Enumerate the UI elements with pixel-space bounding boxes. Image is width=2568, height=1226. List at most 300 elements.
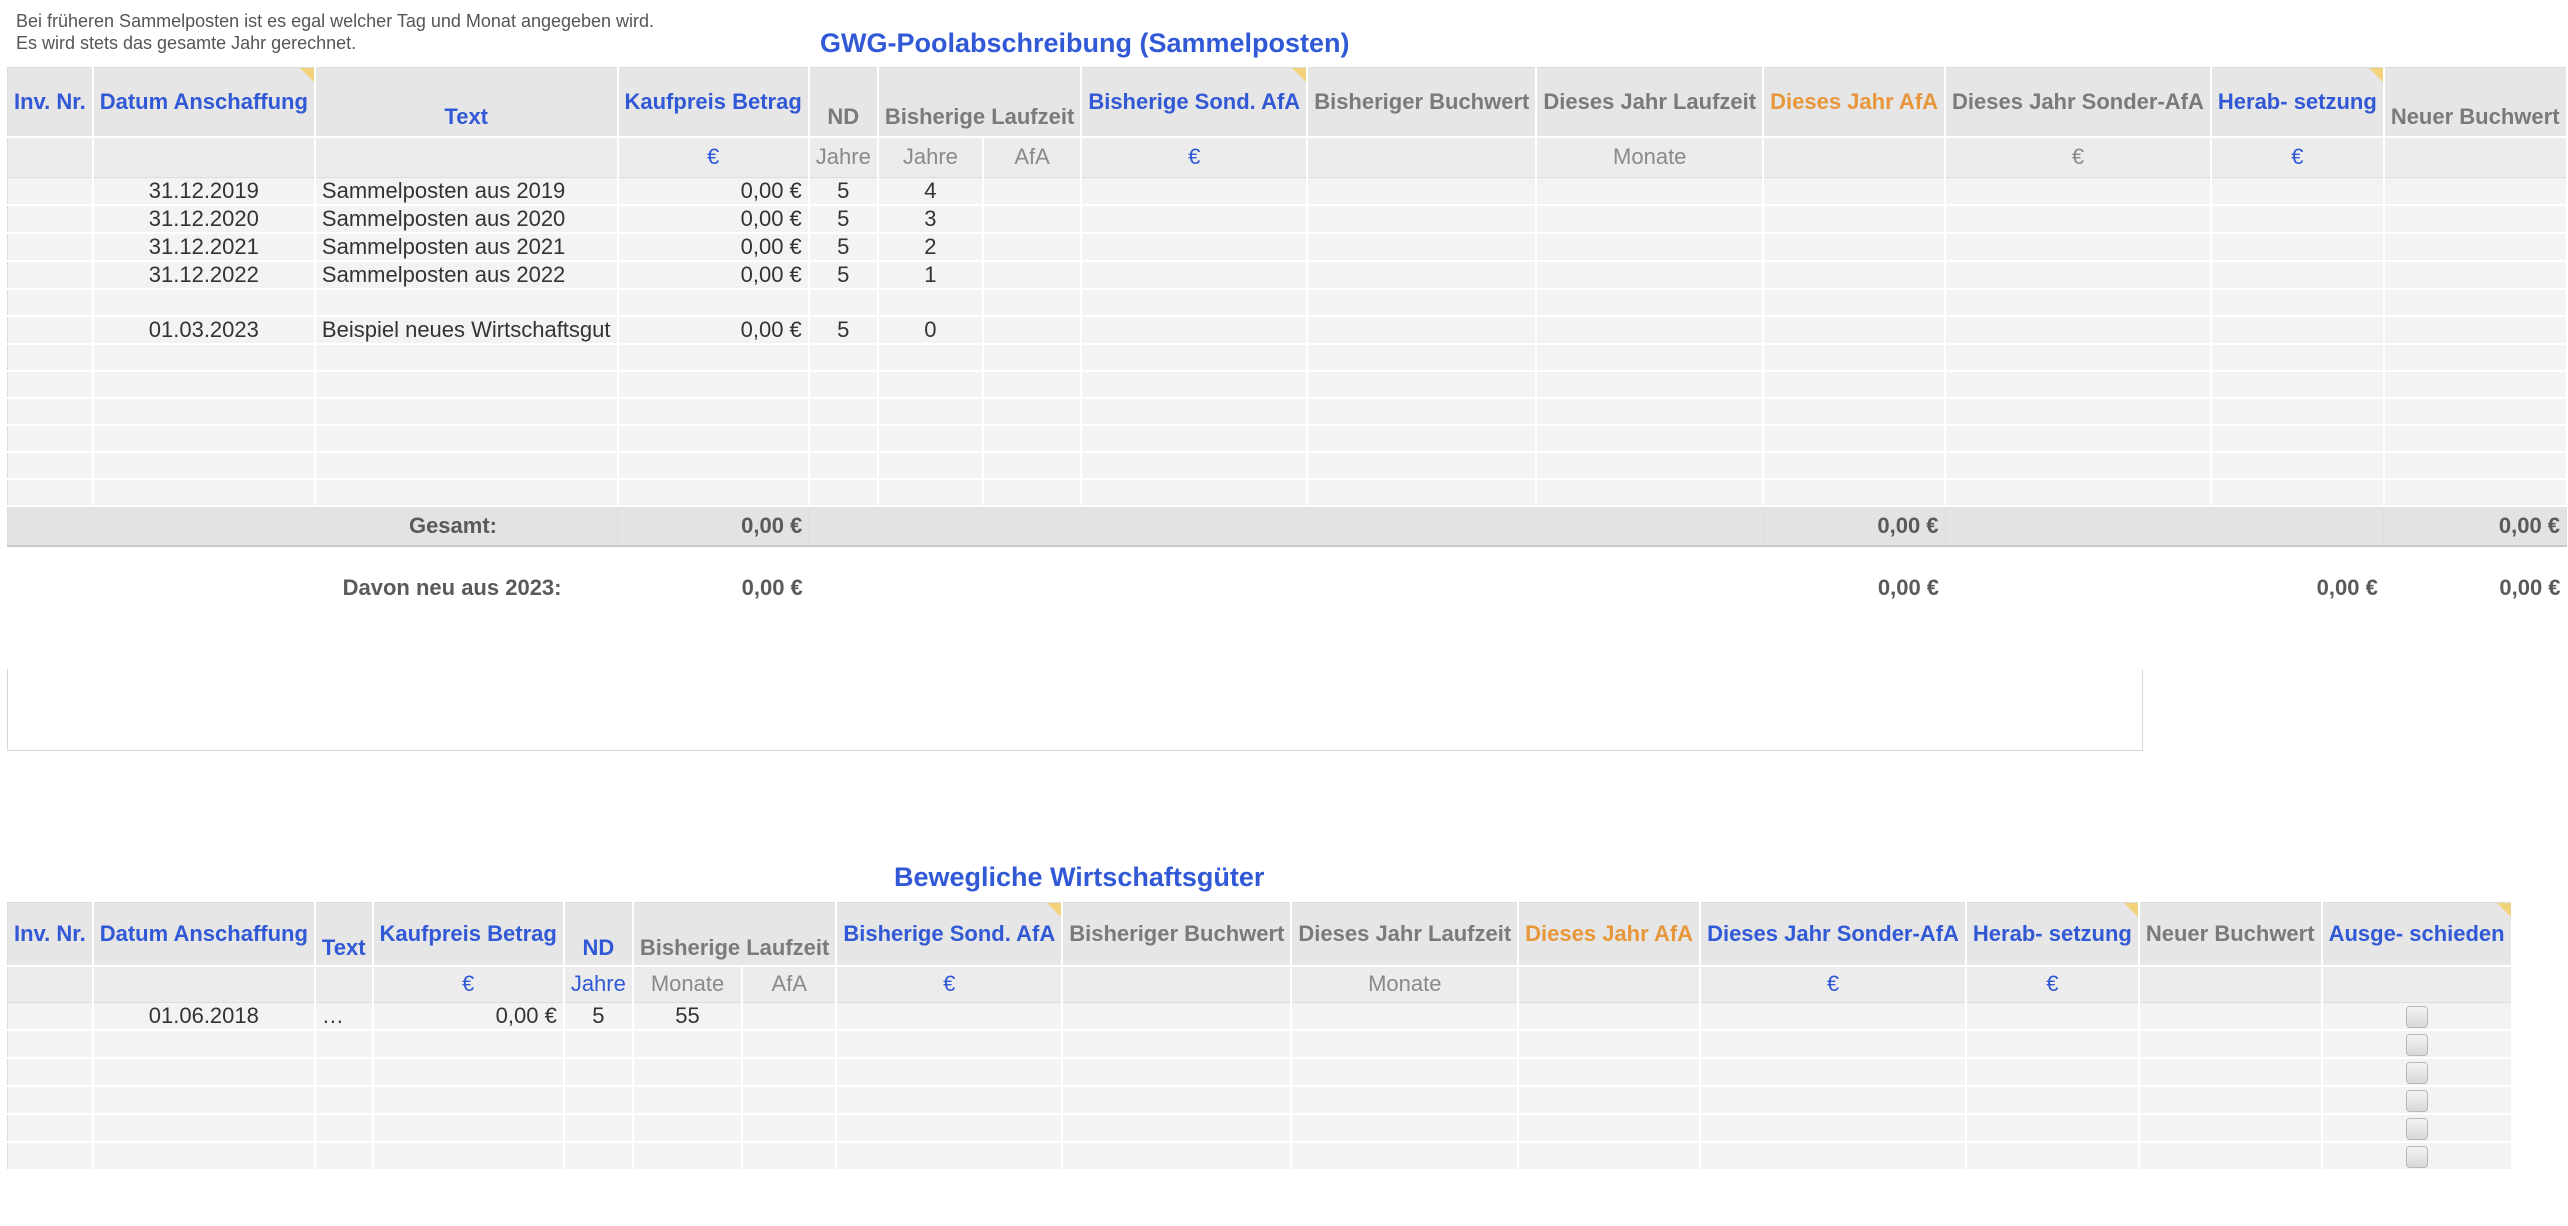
cell-nd[interactable] bbox=[564, 1114, 633, 1142]
cell-betrag[interactable] bbox=[618, 371, 809, 398]
header-neuer-buchwert: Neuer Buchwert bbox=[2384, 68, 2567, 137]
cell-laufzeit[interactable] bbox=[633, 1086, 742, 1114]
cell-empty[interactable] bbox=[2211, 344, 2384, 371]
cell-datum[interactable] bbox=[93, 398, 315, 425]
cell-empty[interactable] bbox=[2384, 479, 2567, 506]
cell-empty[interactable] bbox=[1763, 289, 1945, 316]
davon-label: Davon neu aus 2023: bbox=[8, 546, 618, 628]
cell-empty[interactable] bbox=[2384, 233, 2567, 261]
cell-empty[interactable] bbox=[1945, 425, 2211, 452]
cell-empty[interactable] bbox=[1291, 1086, 1518, 1114]
cell-nd[interactable] bbox=[809, 289, 878, 316]
bewegliche-table bbox=[7, 902, 2513, 1171]
cell-datum[interactable]: 31.12.2022 bbox=[93, 261, 315, 289]
cell-empty[interactable] bbox=[2211, 479, 2384, 506]
cell-text[interactable] bbox=[315, 479, 618, 506]
cell-empty[interactable] bbox=[1536, 344, 1763, 371]
cell-empty[interactable] bbox=[1763, 479, 1945, 506]
cell-text[interactable] bbox=[315, 371, 618, 398]
cell-laufzeit[interactable] bbox=[633, 1142, 742, 1170]
cell-empty[interactable] bbox=[1518, 1058, 1700, 1086]
cell-nd[interactable] bbox=[809, 479, 878, 506]
cell-empty[interactable] bbox=[983, 178, 1081, 206]
cell-text[interactable]: Sammelposten aus 2019 bbox=[315, 178, 618, 206]
header-bisherige-laufzeit: Bisherige Laufzeit bbox=[878, 68, 1081, 137]
cell-empty[interactable] bbox=[2384, 452, 2567, 479]
cell-laufzeit[interactable] bbox=[878, 425, 983, 452]
cell-laufzeit[interactable]: 0 bbox=[878, 316, 983, 344]
cell-empty[interactable] bbox=[983, 316, 1081, 344]
cell-datum[interactable]: 31.12.2021 bbox=[93, 233, 315, 261]
cell-empty[interactable] bbox=[1763, 205, 1945, 233]
cell-empty[interactable] bbox=[1700, 1114, 1966, 1142]
cell-empty[interactable] bbox=[2384, 371, 2567, 398]
cell-nd[interactable] bbox=[809, 344, 878, 371]
cell-empty[interactable] bbox=[1536, 205, 1763, 233]
cell-empty[interactable] bbox=[2384, 425, 2567, 452]
cell-empty[interactable] bbox=[1966, 1086, 2139, 1114]
cell-empty[interactable] bbox=[2211, 371, 2384, 398]
cell-empty[interactable] bbox=[1062, 1114, 1291, 1142]
cell-empty[interactable] bbox=[742, 1030, 836, 1058]
cell-empty[interactable] bbox=[1536, 398, 1763, 425]
cell-inv-nr[interactable] bbox=[8, 316, 93, 344]
cell-empty[interactable] bbox=[2211, 398, 2384, 425]
cell-empty[interactable] bbox=[2211, 316, 2384, 344]
cell-inv-nr[interactable] bbox=[8, 233, 93, 261]
cell-laufzeit[interactable]: 4 bbox=[878, 178, 983, 206]
cell-nd[interactable] bbox=[809, 371, 878, 398]
cell-inv-nr[interactable] bbox=[8, 178, 93, 206]
cell-betrag[interactable] bbox=[618, 289, 809, 316]
cell-empty[interactable] bbox=[1763, 178, 1945, 206]
cell-empty[interactable] bbox=[2139, 1086, 2322, 1114]
cell-empty[interactable] bbox=[983, 205, 1081, 233]
cell-nd[interactable]: 5 bbox=[809, 316, 878, 344]
cell-empty[interactable] bbox=[1307, 398, 1536, 425]
cell-nd[interactable] bbox=[564, 1030, 633, 1058]
cell-datum[interactable]: 01.06.2018 bbox=[93, 1003, 315, 1031]
header-bisheriger-buchwert: Bisheriger Buchwert bbox=[1307, 68, 1536, 137]
cell-datum[interactable] bbox=[93, 1030, 315, 1058]
cell-inv-nr[interactable] bbox=[8, 1142, 93, 1170]
cell-empty[interactable] bbox=[1081, 344, 1307, 371]
cell-empty[interactable] bbox=[1081, 178, 1307, 206]
cell-empty[interactable] bbox=[983, 261, 1081, 289]
cell-empty[interactable] bbox=[1966, 1142, 2139, 1170]
cell-laufzeit[interactable]: 2 bbox=[878, 233, 983, 261]
cell-laufzeit[interactable] bbox=[878, 289, 983, 316]
cell-empty[interactable] bbox=[2139, 1058, 2322, 1086]
cell-betrag[interactable] bbox=[373, 1114, 564, 1142]
cell-ausgeschieden[interactable] bbox=[2322, 1086, 2512, 1114]
ausgeschieden-checkbox[interactable] bbox=[2406, 1062, 2428, 1084]
cell-empty[interactable] bbox=[836, 1086, 1062, 1114]
cell-datum[interactable]: 31.12.2019 bbox=[93, 178, 315, 206]
cell-empty[interactable] bbox=[983, 452, 1081, 479]
cell-empty[interactable] bbox=[1536, 452, 1763, 479]
info-note-line-1: Bei früheren Sammelposten ist es egal welcher Tag und Monat angegeben wird. bbox=[16, 11, 655, 31]
cell-empty[interactable] bbox=[1536, 261, 1763, 289]
cell-datum[interactable] bbox=[93, 479, 315, 506]
cell-nd[interactable] bbox=[564, 1086, 633, 1114]
header-datum: Datum Anschaffung bbox=[93, 903, 315, 966]
ausgeschieden-checkbox[interactable] bbox=[2406, 1090, 2428, 1112]
cell-empty[interactable] bbox=[1945, 178, 2211, 206]
cell-datum[interactable] bbox=[93, 1086, 315, 1114]
cell-betrag[interactable]: 0,00 € bbox=[373, 1003, 564, 1031]
cell-laufzeit[interactable] bbox=[633, 1030, 742, 1058]
cell-empty[interactable] bbox=[1700, 1030, 1966, 1058]
cell-ausgeschieden[interactable] bbox=[2322, 1058, 2512, 1086]
cell-empty[interactable] bbox=[1763, 261, 1945, 289]
cell-empty[interactable] bbox=[1081, 316, 1307, 344]
cell-empty[interactable] bbox=[1945, 316, 2211, 344]
cell-ausgeschieden[interactable] bbox=[2322, 1142, 2512, 1170]
cell-betrag[interactable]: 0,00 € bbox=[618, 316, 809, 344]
cell-nd[interactable] bbox=[809, 452, 878, 479]
cell-empty[interactable] bbox=[1291, 1030, 1518, 1058]
cell-ausgeschieden[interactable] bbox=[2322, 1003, 2512, 1031]
davon-afa: 0,00 € bbox=[1763, 546, 1945, 628]
cell-datum[interactable] bbox=[93, 1058, 315, 1086]
cell-inv-nr[interactable] bbox=[8, 205, 93, 233]
cell-inv-nr[interactable] bbox=[8, 425, 93, 452]
cell-nd[interactable] bbox=[564, 1058, 633, 1086]
cell-inv-nr[interactable] bbox=[8, 261, 93, 289]
cell-betrag[interactable] bbox=[373, 1058, 564, 1086]
header-text: Text bbox=[315, 68, 618, 137]
cell-empty[interactable] bbox=[1518, 1030, 1700, 1058]
cell-nd[interactable]: 5 bbox=[809, 205, 878, 233]
cell-empty[interactable] bbox=[1307, 205, 1536, 233]
cell-empty[interactable] bbox=[983, 425, 1081, 452]
cell-inv-nr[interactable] bbox=[8, 1030, 93, 1058]
cell-text[interactable]: Sammelposten aus 2022 bbox=[315, 261, 618, 289]
cell-betrag[interactable] bbox=[618, 398, 809, 425]
cell-datum[interactable] bbox=[93, 289, 315, 316]
cell-nd[interactable] bbox=[564, 1142, 633, 1170]
cell-betrag[interactable] bbox=[618, 479, 809, 506]
cell-ausgeschieden[interactable] bbox=[2322, 1114, 2512, 1142]
cell-empty[interactable] bbox=[1081, 479, 1307, 506]
cell-empty[interactable] bbox=[983, 344, 1081, 371]
cell-empty[interactable] bbox=[983, 398, 1081, 425]
cell-laufzeit[interactable]: 3 bbox=[878, 205, 983, 233]
header-bisherige-sond-afa: Bisherige Sond. AfA bbox=[836, 903, 1062, 966]
cell-laufzeit[interactable] bbox=[878, 452, 983, 479]
cell-empty[interactable] bbox=[1945, 479, 2211, 506]
table-row bbox=[8, 1114, 2512, 1142]
cell-empty[interactable] bbox=[1536, 425, 1763, 452]
cell-empty[interactable] bbox=[1945, 452, 2211, 479]
cell-empty[interactable] bbox=[1700, 1142, 1966, 1170]
cell-empty[interactable] bbox=[1536, 316, 1763, 344]
cell-inv-nr[interactable] bbox=[8, 344, 93, 371]
cell-empty[interactable] bbox=[983, 371, 1081, 398]
cell-nd[interactable] bbox=[809, 398, 878, 425]
unit-jahr-sonder: € bbox=[1945, 137, 2211, 178]
cell-empty[interactable] bbox=[1062, 1030, 1291, 1058]
ausgeschieden-checkbox[interactable] bbox=[2406, 1006, 2428, 1028]
cell-empty[interactable] bbox=[1081, 371, 1307, 398]
cell-laufzeit[interactable] bbox=[878, 371, 983, 398]
cell-empty[interactable] bbox=[1307, 452, 1536, 479]
cell-empty[interactable] bbox=[1700, 1058, 1966, 1086]
cell-empty[interactable] bbox=[2211, 261, 2384, 289]
cell-empty[interactable] bbox=[2211, 233, 2384, 261]
cell-nd[interactable]: 5 bbox=[809, 233, 878, 261]
cell-empty[interactable] bbox=[2384, 289, 2567, 316]
cell-nd[interactable]: 5 bbox=[564, 1003, 633, 1031]
cell-empty[interactable] bbox=[742, 1003, 836, 1031]
table-row bbox=[8, 1142, 2512, 1170]
cell-empty[interactable] bbox=[2384, 344, 2567, 371]
cell-text[interactable]: Sammelposten aus 2021 bbox=[315, 233, 618, 261]
unit-laufzeit-monate: Monate bbox=[633, 966, 742, 1003]
bewegliche-header-row bbox=[8, 903, 2512, 966]
cell-inv-nr[interactable] bbox=[8, 289, 93, 316]
table-row bbox=[8, 425, 2567, 452]
header-nd: ND bbox=[564, 903, 633, 966]
table-row bbox=[8, 398, 2567, 425]
cell-empty[interactable] bbox=[1763, 233, 1945, 261]
cell-empty[interactable] bbox=[1062, 1003, 1291, 1031]
bewegliche-units-row bbox=[8, 966, 2512, 1003]
cell-empty[interactable] bbox=[1700, 1086, 1966, 1114]
cell-text[interactable] bbox=[315, 1142, 373, 1170]
cell-empty[interactable] bbox=[983, 479, 1081, 506]
cell-empty[interactable] bbox=[1081, 289, 1307, 316]
cell-empty[interactable] bbox=[1536, 178, 1763, 206]
cell-empty[interactable] bbox=[1966, 1114, 2139, 1142]
cell-datum[interactable]: 31.12.2020 bbox=[93, 205, 315, 233]
cell-empty[interactable] bbox=[2211, 205, 2384, 233]
cell-empty[interactable] bbox=[1763, 425, 1945, 452]
cell-empty[interactable] bbox=[1945, 233, 2211, 261]
cell-empty[interactable] bbox=[2211, 425, 2384, 452]
cell-empty[interactable] bbox=[2384, 398, 2567, 425]
cell-empty[interactable] bbox=[1763, 316, 1945, 344]
cell-laufzeit[interactable]: 55 bbox=[633, 1003, 742, 1031]
cell-empty[interactable] bbox=[1081, 261, 1307, 289]
cell-empty[interactable] bbox=[1966, 1058, 2139, 1086]
cell-empty[interactable] bbox=[1518, 1142, 1700, 1170]
header-nd: ND bbox=[809, 68, 878, 137]
cell-text[interactable]: Sammelposten aus 2020 bbox=[315, 205, 618, 233]
gesamt-neuer-buchwert: 0,00 € bbox=[2384, 506, 2567, 546]
cell-empty[interactable] bbox=[983, 233, 1081, 261]
cell-empty[interactable] bbox=[1307, 289, 1536, 316]
cell-empty[interactable] bbox=[1291, 1142, 1518, 1170]
cell-empty[interactable] bbox=[2384, 261, 2567, 289]
cell-nd[interactable] bbox=[809, 425, 878, 452]
cell-empty[interactable] bbox=[1763, 398, 1945, 425]
cell-empty[interactable] bbox=[1081, 452, 1307, 479]
gesamt-label: Gesamt: bbox=[8, 506, 618, 546]
cell-empty[interactable] bbox=[1081, 233, 1307, 261]
cell-empty[interactable] bbox=[2211, 178, 2384, 206]
cell-datum[interactable] bbox=[93, 1114, 315, 1142]
header-inv-nr: Inv. Nr. bbox=[8, 68, 93, 137]
cell-empty[interactable] bbox=[2384, 205, 2567, 233]
cell-betrag[interactable]: 0,00 € bbox=[618, 205, 809, 233]
cell-empty[interactable] bbox=[1062, 1142, 1291, 1170]
ausgeschieden-checkbox[interactable] bbox=[2406, 1118, 2428, 1140]
cell-inv-nr[interactable] bbox=[8, 1114, 93, 1142]
cell-empty[interactable] bbox=[1945, 289, 2211, 316]
cell-empty[interactable] bbox=[1945, 398, 2211, 425]
cell-empty[interactable] bbox=[1291, 1114, 1518, 1142]
cell-empty[interactable] bbox=[1763, 371, 1945, 398]
cell-nd[interactable]: 5 bbox=[809, 261, 878, 289]
cell-empty[interactable] bbox=[742, 1058, 836, 1086]
cell-datum[interactable] bbox=[93, 452, 315, 479]
cell-empty[interactable] bbox=[1945, 261, 2211, 289]
unit-laufzeit-jahre: Jahre bbox=[878, 137, 983, 178]
header-bisherige-laufzeit: Bisherige Laufzeit bbox=[633, 903, 836, 966]
cell-betrag[interactable] bbox=[618, 425, 809, 452]
cell-betrag[interactable] bbox=[373, 1086, 564, 1114]
cell-inv-nr[interactable] bbox=[8, 479, 93, 506]
cell-empty[interactable] bbox=[1307, 344, 1536, 371]
cell-inv-nr[interactable] bbox=[8, 398, 93, 425]
ausgeschieden-checkbox[interactable] bbox=[2406, 1034, 2428, 1056]
cell-empty[interactable] bbox=[2384, 178, 2567, 206]
cell-datum[interactable] bbox=[93, 425, 315, 452]
cell-text[interactable] bbox=[315, 425, 618, 452]
cell-text[interactable] bbox=[315, 1058, 373, 1086]
cell-empty[interactable] bbox=[1307, 425, 1536, 452]
cell-empty[interactable] bbox=[2211, 289, 2384, 316]
cell-text[interactable] bbox=[315, 289, 618, 316]
table-row bbox=[8, 316, 2567, 344]
cell-betrag[interactable]: 0,00 € bbox=[618, 233, 809, 261]
cell-empty[interactable] bbox=[1536, 479, 1763, 506]
cell-empty[interactable] bbox=[1536, 233, 1763, 261]
cell-betrag[interactable] bbox=[618, 452, 809, 479]
cell-empty[interactable] bbox=[2211, 452, 2384, 479]
cell-text[interactable]: … bbox=[315, 1003, 373, 1031]
unit-laufzeit-afa: AfA bbox=[983, 137, 1081, 178]
cell-empty[interactable] bbox=[1536, 371, 1763, 398]
cell-empty[interactable] bbox=[2139, 1030, 2322, 1058]
ausgeschieden-checkbox[interactable] bbox=[2406, 1146, 2428, 1168]
cell-betrag[interactable] bbox=[618, 344, 809, 371]
cell-empty[interactable] bbox=[1291, 1058, 1518, 1086]
cell-laufzeit[interactable]: 1 bbox=[878, 261, 983, 289]
cell-inv-nr[interactable] bbox=[8, 452, 93, 479]
cell-laufzeit[interactable] bbox=[633, 1114, 742, 1142]
cell-empty[interactable] bbox=[2139, 1003, 2322, 1031]
davon-herabsetzung: 0,00 € bbox=[2211, 546, 2384, 628]
table-row bbox=[8, 205, 2567, 233]
cell-empty[interactable] bbox=[836, 1030, 1062, 1058]
cell-empty[interactable] bbox=[1518, 1086, 1700, 1114]
cell-empty[interactable] bbox=[2384, 316, 2567, 344]
cell-empty[interactable] bbox=[1307, 261, 1536, 289]
cell-laufzeit[interactable] bbox=[878, 398, 983, 425]
cell-inv-nr[interactable] bbox=[8, 1058, 93, 1086]
cell-nd[interactable]: 5 bbox=[809, 178, 878, 206]
table-row bbox=[8, 452, 2567, 479]
cell-empty[interactable] bbox=[742, 1086, 836, 1114]
cell-empty[interactable] bbox=[1966, 1030, 2139, 1058]
cell-empty[interactable] bbox=[1307, 233, 1536, 261]
header-dieses-jahr-afa: Dieses Jahr AfA bbox=[1763, 68, 1945, 137]
cell-empty[interactable] bbox=[742, 1114, 836, 1142]
cell-empty[interactable] bbox=[836, 1114, 1062, 1142]
cell-empty[interactable] bbox=[1945, 344, 2211, 371]
cell-empty[interactable] bbox=[836, 1003, 1062, 1031]
cell-text[interactable] bbox=[315, 344, 618, 371]
cell-empty[interactable] bbox=[742, 1142, 836, 1170]
cell-empty[interactable] bbox=[1081, 205, 1307, 233]
cell-text[interactable] bbox=[315, 398, 618, 425]
cell-empty[interactable] bbox=[1081, 425, 1307, 452]
cell-empty[interactable] bbox=[1763, 344, 1945, 371]
cell-betrag[interactable] bbox=[373, 1142, 564, 1170]
cell-empty[interactable] bbox=[1763, 452, 1945, 479]
cell-betrag[interactable]: 0,00 € bbox=[618, 178, 809, 206]
cell-text[interactable] bbox=[315, 1030, 373, 1058]
cell-empty[interactable] bbox=[1307, 178, 1536, 206]
cell-empty[interactable] bbox=[1291, 1003, 1518, 1031]
cell-text[interactable] bbox=[315, 1086, 373, 1114]
header-bisherige-sond-afa: Bisherige Sond. AfA bbox=[1081, 68, 1307, 137]
cell-empty[interactable] bbox=[1536, 289, 1763, 316]
cell-ausgeschieden[interactable] bbox=[2322, 1030, 2512, 1058]
cell-empty[interactable] bbox=[1307, 371, 1536, 398]
cell-datum[interactable] bbox=[93, 371, 315, 398]
cell-empty[interactable] bbox=[1945, 205, 2211, 233]
cell-laufzeit[interactable] bbox=[878, 344, 983, 371]
cell-empty[interactable] bbox=[983, 289, 1081, 316]
cell-empty[interactable] bbox=[1062, 1058, 1291, 1086]
cell-empty[interactable] bbox=[1307, 479, 1536, 506]
cell-empty[interactable] bbox=[1081, 398, 1307, 425]
cell-inv-nr[interactable] bbox=[8, 1086, 93, 1114]
cell-empty[interactable] bbox=[1945, 371, 2211, 398]
cell-datum[interactable] bbox=[93, 1142, 315, 1170]
cell-empty[interactable] bbox=[1700, 1003, 1966, 1031]
header-dieses-jahr-laufzeit: Dieses Jahr Laufzeit bbox=[1291, 903, 1518, 966]
cell-datum[interactable]: 01.03.2023 bbox=[93, 316, 315, 344]
cell-empty[interactable] bbox=[836, 1142, 1062, 1170]
cell-inv-nr[interactable] bbox=[8, 1003, 93, 1031]
cell-inv-nr[interactable] bbox=[8, 371, 93, 398]
cell-betrag[interactable]: 0,00 € bbox=[618, 261, 809, 289]
cell-empty[interactable] bbox=[1518, 1114, 1700, 1142]
table-row bbox=[8, 261, 2567, 289]
cell-empty[interactable] bbox=[1966, 1003, 2139, 1031]
cell-text[interactable] bbox=[315, 1114, 373, 1142]
cell-empty[interactable] bbox=[1307, 316, 1536, 344]
cell-betrag[interactable] bbox=[373, 1030, 564, 1058]
cell-empty[interactable] bbox=[2139, 1142, 2322, 1170]
cell-empty[interactable] bbox=[1518, 1003, 1700, 1031]
cell-empty[interactable] bbox=[836, 1058, 1062, 1086]
cell-datum[interactable] bbox=[93, 344, 315, 371]
cell-empty[interactable] bbox=[1062, 1086, 1291, 1114]
pool-table-title: GWG-Poolabschreibung (Sammelposten) bbox=[820, 28, 1350, 58]
cell-empty[interactable] bbox=[2139, 1114, 2322, 1142]
cell-laufzeit[interactable] bbox=[633, 1058, 742, 1086]
gesamt-betrag: 0,00 € bbox=[618, 506, 809, 546]
cell-laufzeit[interactable] bbox=[878, 479, 983, 506]
cell-text[interactable] bbox=[315, 452, 618, 479]
cell-text[interactable]: Beispiel neues Wirtschaftsgut bbox=[315, 316, 618, 344]
